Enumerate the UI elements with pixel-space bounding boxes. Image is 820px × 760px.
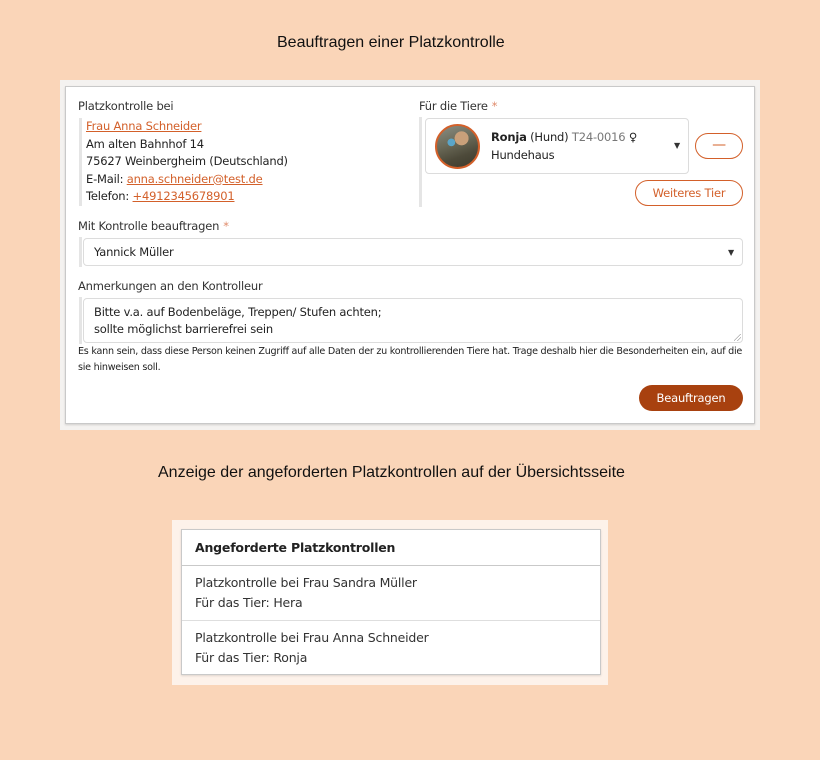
chevron-down-icon: ▼ [674, 141, 681, 150]
beauftragen-button[interactable]: Beauftragen [639, 385, 743, 411]
anmerkungen-hint: Es kann sein, dass diese Person keinen Zugriff auf alle Daten der zu kontrollierenden Tiere hat. Trage deshalb hier die Besonderheiten ein, auf die sie hinweisen soll. [78, 346, 743, 373]
anmerkungen-label: Anmerkungen an den Kontrolleur [78, 279, 263, 293]
email-link[interactable]: anna.schneider@test.de [126, 171, 263, 186]
animal-name: Ronja [491, 130, 527, 144]
list-item-animal: Für das Tier: Ronja [195, 650, 308, 665]
anmerkungen-textarea[interactable] [83, 298, 743, 343]
animal-id: T24-0016 [571, 130, 626, 144]
chevron-down-icon: ▼ [728, 248, 735, 257]
kontrolle-label [78, 219, 229, 233]
person-address-block [79, 118, 379, 206]
person-street: Am alten Bahnhof 14 [86, 136, 204, 151]
required-mark: * [491, 99, 498, 113]
animal-select[interactable] [425, 118, 689, 174]
list-item[interactable] [182, 621, 600, 676]
anmerkungen-line: Bitte v.a. auf Bodenbeläge, Treppen/ Stufen achten; [94, 305, 382, 319]
list-item[interactable] [182, 566, 600, 621]
list-item-title: Platzkontrolle bei Frau Anna Schneider [195, 630, 429, 645]
female-icon: ♀ [628, 130, 638, 144]
animal-species: (Hund) [530, 130, 569, 144]
requested-controls-card [181, 529, 601, 675]
remove-animal-button[interactable]: — [695, 133, 743, 159]
kontrolleur-selected-value: Yannick Müller [94, 245, 174, 259]
requested-controls-title: Angeforderte Platzkontrollen [182, 530, 600, 566]
resize-handle-icon[interactable] [734, 334, 741, 341]
tiere-label [419, 99, 497, 113]
email-label: E-Mail: [86, 171, 124, 186]
phone-link[interactable]: +4912345678901 [132, 189, 235, 203]
phone-label: Telefon: [86, 189, 130, 203]
platzkontrolle-label: Platzkontrolle bei [78, 99, 174, 113]
caption-bottom: Anzeige der angeforderten Platzkontrollen auf der Übersichtsseite [158, 464, 625, 481]
kontrolle-group-bar [79, 237, 82, 267]
kontrolleur-select[interactable] [83, 238, 743, 266]
required-mark: * [223, 219, 229, 233]
list-item-title: Platzkontrolle bei Frau Sandra Müller [195, 575, 417, 590]
anmerkungen-group-bar [79, 297, 82, 344]
animal-avatar-image [435, 124, 480, 169]
caption-top: Beauftragen einer Platzkontrolle [277, 34, 505, 51]
tiere-group-bar [419, 117, 422, 207]
list-item-animal: Für das Tier: Hera [195, 595, 303, 610]
animal-location: Hundehaus [491, 148, 555, 162]
kontrolle-label-text: Mit Kontrolle beauftragen [78, 219, 220, 233]
tiere-label-text: Für die Tiere [419, 99, 488, 113]
person-name-link[interactable]: Frau Anna Schneider [86, 119, 202, 133]
person-city: 75627 Weinbergheim (Deutschland) [86, 154, 288, 168]
anmerkungen-line: sollte möglichst barrierefrei sein [94, 322, 273, 336]
animal-title [491, 130, 637, 144]
add-animal-button[interactable]: Weiteres Tier [635, 180, 743, 206]
